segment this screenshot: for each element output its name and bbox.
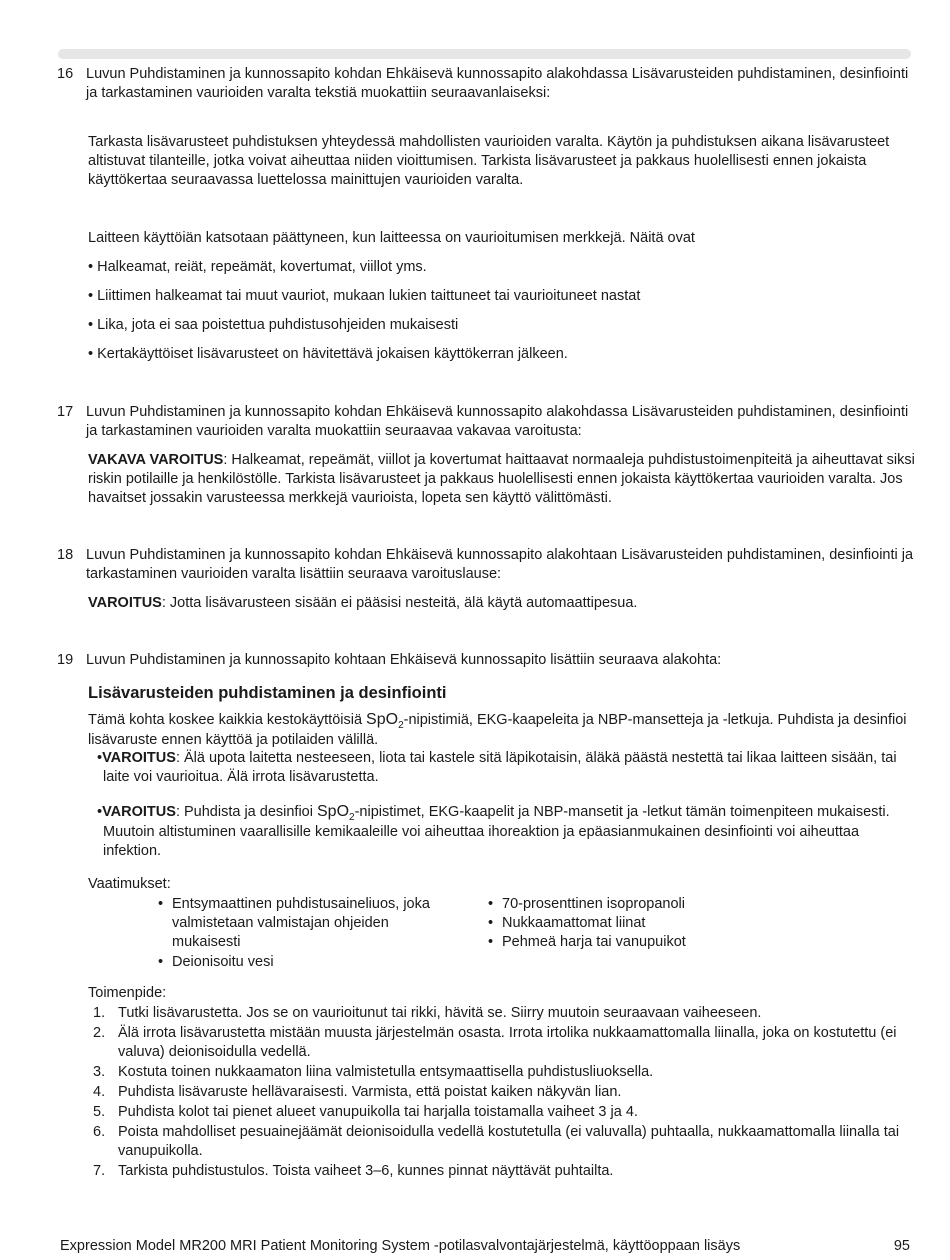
step-number: 7. <box>93 1163 106 1179</box>
procedure-step <box>88 1162 908 1181</box>
procedure-step <box>88 1083 908 1102</box>
spo2-sub: 2 <box>398 720 404 731</box>
step-number: 5. <box>93 1104 106 1120</box>
procedure-step <box>88 1103 908 1122</box>
paragraph-text: -nipistimiä, EKG-kaapeleita ja NBP-mansetteja ja -letkuja. Puhdista ja desinfioi lisävaruste ennen käyttöä ja potilaiden välillä. <box>88 712 907 748</box>
spo2-main: SpO <box>366 711 399 728</box>
footer-title: Expression Model MR200 MRI Patient Monitoring System -potilasvalvontajärjestelmä, käyttöoppaan lisäys <box>60 1238 741 1254</box>
procedure-step <box>88 1024 908 1062</box>
header-divider-bar <box>58 49 911 59</box>
procedure-steps <box>88 1004 908 1181</box>
requirement-item: • Entsymaattinen puhdistusaineliuos, joka valmistetaan valmistajan ohjeiden mukaisesti <box>158 895 458 952</box>
item-number: 17 <box>57 404 74 420</box>
paragraph: Tarkasta lisävarusteet puhdistuksen yhteydessä mahdollisten vaurioiden varalta. Käytön ja puhdistuksen aikana lisävarusteet altistuvat tilanteille, jotka voivat aiheuttaa niiden vioittumisen. Tarkista lisävarusteet ja pakkaus huolellisesti ennen jokaista käyttökertaa seuraavassa luettelossa mainittujen vaurioiden varalta. <box>88 134 890 188</box>
procedure-label: Toimenpide: <box>88 985 167 1001</box>
serious-warning <box>88 451 916 508</box>
requirement-item: • Pehmeä harja tai vanupuikot <box>488 933 788 952</box>
warning-text: : Puhdista ja desinfioi <box>175 804 317 820</box>
page-footer <box>60 1237 910 1256</box>
step-number: 4. <box>93 1084 106 1100</box>
warning-text: : Jotta lisävarusteen sisään ei pääsisi nesteitä, älä käytä automaattipesua. <box>161 595 638 611</box>
item-intro: Luvun Puhdistaminen ja kunnossapito kohtaan Ehkäisevä kunnossapito lisättiin seuraava alakohta: <box>86 652 722 668</box>
step-text: Kostuta toinen nukkaamaton liina valmistetulla entsymaattisella puhdistusliuoksella. <box>118 1064 654 1080</box>
page-number: 95 <box>893 1238 910 1254</box>
paragraph <box>88 710 916 750</box>
step-text: Tarkista puhdistustulos. Toista vaiheet 3–6, kunnes pinnat näyttävät puhtailta. <box>118 1163 614 1179</box>
section-heading: Lisävarusteiden puhdistaminen ja desinfiointi <box>88 684 447 702</box>
procedure-step <box>88 1123 908 1161</box>
bullet-item: • Liittimen halkeamat tai muut vauriot, mukaan lukien taittuneet tai vaurioituneet nastat <box>88 288 641 304</box>
item-intro: Luvun Puhdistaminen ja kunnossapito kohdan Ehkäisevä kunnossapito alakohtaan Lisävarusteiden puhdistaminen, desinfiointi ja tarkastaminen vaurioiden varalta lisättiin seuraava varoituslause: <box>86 547 914 582</box>
paragraph-text: Tämä kohta koskee kaikkia kestokäyttöisiä <box>88 712 367 728</box>
warning-label: VAROITUS <box>88 595 162 611</box>
requirement-item: • Nukkaamattomat liinat <box>488 914 788 933</box>
spo2-sub: 2 <box>349 812 355 823</box>
step-number: 1. <box>93 1005 106 1021</box>
step-number: 2. <box>93 1025 106 1041</box>
step-text: Älä irrota lisävarustetta mistään muusta järjestelmän osasta. Irrota irtolika nukkaamattomalla liinalla, joka on kostutettu (ei valuva) deionisoidulla vedellä. <box>118 1025 897 1060</box>
step-text: Puhdista kolot tai pienet alueet vanupuikolla tai harjalla toistamalla vaiheet 3 ja 4. <box>118 1104 638 1120</box>
item-intro: Luvun Puhdistaminen ja kunnossapito kohdan Ehkäisevä kunnossapito alakohdassa Lisävarusteiden puhdistaminen, desinfiointi ja tarkastaminen vaurioiden varalta tekstiä muokattiin seuraavanlaiseksi: <box>86 66 909 101</box>
requirements-label: Vaatimukset: <box>88 876 171 892</box>
step-text: Poista mahdolliset pesuainejäämät deionisoidulla vedellä kostutetulla (ei valuvalla) puhtaalla, nukkaamattomalla liinalla tai vanupuikolla. <box>118 1124 900 1159</box>
warning-label: VAROITUS <box>102 750 176 766</box>
bullet-item: • Lika, jota ei saa poistettua puhdistusohjeiden mukaisesti <box>88 317 459 333</box>
spo2-main: SpO <box>317 803 350 820</box>
requirement-item: • Deionisoitu vesi <box>158 953 458 972</box>
spo2-label <box>317 803 355 823</box>
bullet: • <box>97 750 103 766</box>
warning <box>93 749 921 787</box>
warning-label: VAROITUS <box>102 804 176 820</box>
warning <box>88 594 916 613</box>
step-text: Tutki lisävarustetta. Jos se on vaurioitunut tai rikki, hävitä se. Siirry muutoin seuraavaan vaiheeseen. <box>118 1005 762 1021</box>
procedure-step <box>88 1063 908 1082</box>
procedure-step <box>88 1004 908 1023</box>
warning-label: VAKAVA VAROITUS <box>88 452 224 468</box>
item-16 <box>57 65 917 103</box>
item-number: 19 <box>57 652 74 668</box>
step-number: 6. <box>93 1124 106 1140</box>
warning <box>93 802 921 861</box>
item-17 <box>57 403 917 441</box>
item-19 <box>57 651 917 670</box>
step-number: 3. <box>93 1064 106 1080</box>
warning-text: : Halkeamat, repeämät, viillot ja kovertumat haittaavat normaaleja puhdistustoimenpiteitä ja aiheuttavat siksi riskin potilaille ja henkilöstölle. Tarkista lisävarusteet ja pakkaus huolellisesti ennen jokaista käyttökertaa vaurioiden varalta. Jos havaitset jossakin varusteessa merkkejä vaurioista, lopeta sen käyttö välittömästi. <box>88 452 915 506</box>
warning-text: : Älä upota laitetta nesteeseen, liota tai kastele sitä läpikotaisin, äläkä päästä nestettä tai likaa laitteen sisään, tai laite voi vaurioitua. Älä irrota lisävarustetta. <box>103 750 897 785</box>
item-number: 16 <box>57 66 74 82</box>
warning-text: -nipistimet, EKG-kaapelit ja NBP-mansetit ja -letkut tämän toimenpiteen mukaisesti. Muutoin altistuminen vaarallisille kemikaaleille voi aiheuttaa ihoreaktion ja epäasianmukainen desinfiointi voi aiheuttaa infektion. <box>103 804 890 859</box>
item-18 <box>57 546 917 584</box>
bullet-item: • Kertakäyttöiset lisävarusteet on hävitettävä jokaisen käyttökerran jälkeen. <box>88 346 568 362</box>
step-text: Puhdista lisävaruste hellävaraisesti. Varmista, että poistat kaiken näkyvän lian. <box>118 1084 622 1100</box>
bullet-item: • Halkeamat, reiät, repeämät, kovertumat, viillot yms. <box>88 259 427 275</box>
requirements-right <box>488 895 788 952</box>
item-number: 18 <box>57 547 74 563</box>
item-intro: Luvun Puhdistaminen ja kunnossapito kohdan Ehkäisevä kunnossapito alakohdassa Lisävarusteiden puhdistaminen, desinfiointi ja tarkastaminen vaurioiden varalta muokattiin seuraavaa vakavaa varoitusta: <box>86 404 909 439</box>
requirements-left <box>158 895 458 972</box>
requirement-item: • 70-prosenttinen isopropanoli <box>488 895 788 914</box>
spo2-label <box>366 711 404 731</box>
bullet: • <box>97 804 103 820</box>
paragraph: Laitteen käyttöiän katsotaan päättyneen, kun laitteessa on vaurioitumisen merkkejä. Näitä ovat <box>88 230 695 246</box>
